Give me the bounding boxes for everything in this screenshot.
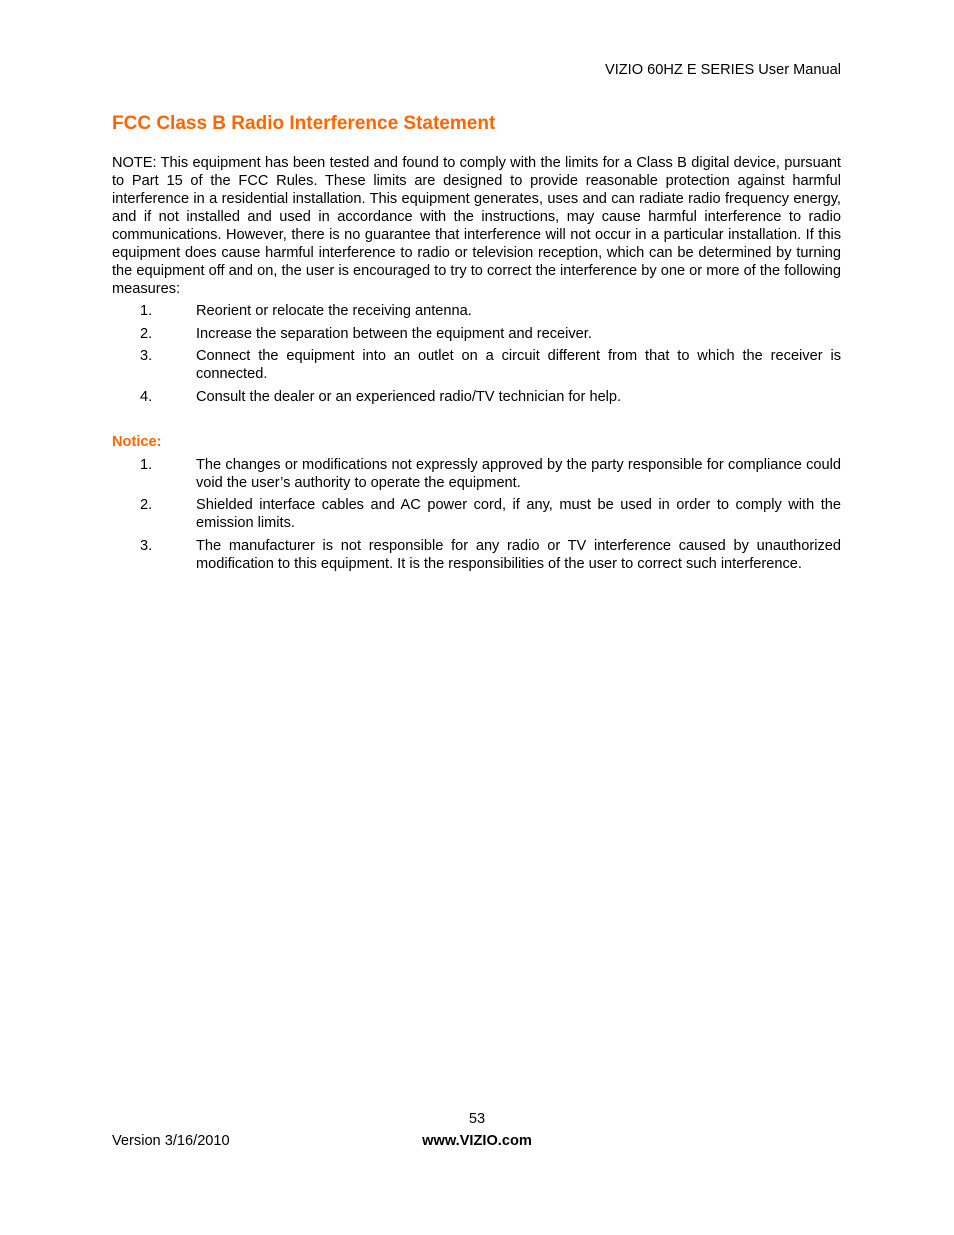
website-link[interactable]: www.VIZIO.com (422, 1133, 532, 1149)
list-item-text: Shielded interface cables and AC power cord, if any, must be used in order to comply with the emission limits. (196, 497, 841, 531)
list-item-text: Reorient or relocate the receiving antenna. (196, 303, 472, 319)
list-item-text: Increase the separation between the equipment and receiver. (196, 326, 592, 342)
list-item-number: 3. (140, 538, 153, 554)
list-item (112, 347, 841, 383)
list-item-text: The manufacturer is not responsible for any radio or TV interference caused by unauthorized modification to this equipment. It is the responsibilities of the user to correct such interference. (196, 538, 841, 572)
list-item (112, 388, 841, 406)
page-number: 53 (468, 1111, 486, 1127)
list-item-number: 2. (140, 497, 153, 513)
list-item (112, 302, 841, 320)
list-item-number: 4. (140, 389, 153, 405)
list-item-number: 1. (140, 457, 153, 473)
measures-list (112, 302, 841, 406)
list-item (112, 496, 841, 532)
list-item-number: 2. (140, 326, 153, 342)
notice-label: Notice: (112, 434, 162, 450)
manual-title: VIZIO 60HZ E SERIES User Manual (604, 62, 841, 78)
section-title: FCC Class B Radio Interference Statement (112, 113, 496, 134)
version-text: Version 3/16/2010 (112, 1133, 230, 1149)
list-item (112, 537, 841, 573)
list-item-number: 3. (140, 348, 153, 364)
list-item-text: Connect the equipment into an outlet on a circuit different from that to which the receiver is connected. (196, 348, 841, 382)
list-item (112, 456, 841, 492)
list-item-number: 1. (140, 303, 153, 319)
fcc-note-paragraph: NOTE: This equipment has been tested and found to comply with the limits for a Class B digital device, pursuant to Part 15 of the FCC Rules. These limits are designed to provide reasonable protection against harmful interference in a residential installation. This equipment generates, uses and can radiate radio frequency energy, and if not installed and used in accordance with the instructions, may cause harmful interference to radio communications. However, there is no guarantee that interference will not occur in a particular installation. If this equipment does cause harmful interference to radio or television reception, which can be determined by turning the equipment off and on, the user is encouraged to try to correct the interference by one or more of the following measures: (112, 155, 841, 297)
list-item-text: The changes or modifications not expressly approved by the party responsible for compliance could void the user’s authority to operate the equipment. (196, 457, 841, 491)
list-item (112, 325, 841, 343)
notice-list (112, 456, 841, 573)
list-item-text: Consult the dealer or an experienced radio/TV technician for help. (196, 389, 622, 405)
